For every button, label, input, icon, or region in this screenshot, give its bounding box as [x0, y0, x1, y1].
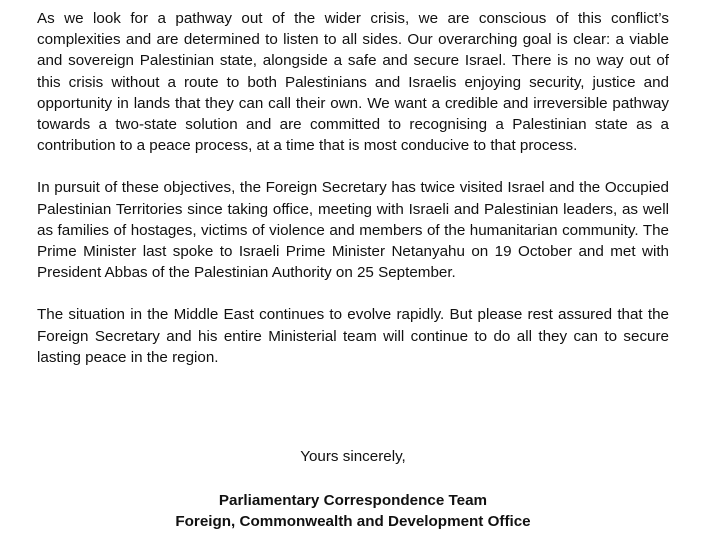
paragraph-situation: The situation in the Middle East continues to evolve rapidly. But please rest assured that the Foreign Secretary and his entire Ministerial team will continue to do all they can to secure lasting peace in the region. — [37, 306, 669, 366]
signature-block — [37, 490, 669, 532]
signature-office: Foreign, Commonwealth and Development Office — [175, 513, 531, 530]
paragraph-pathway: As we look for a pathway out of the wider crisis, we are conscious of this conflict’s complexities and are determined to listen to all sides. Our overarching goal is clear: a viable and sovereign Palestinian state, alongside a safe and secure Israel. There is no way out of this crisis without a route to both Palestinians and Israelis enjoying security, justice and opportunity in lands that they can call their own. We want a credible and irreversible pathway towards a two-state solution and are committed to recognising a Palestinian state as a contribution to a peace process, at a time that is most conducive to that process. — [37, 10, 669, 155]
signature-team: Parliamentary Correspondence Team — [218, 492, 488, 509]
paragraph-objectives: In pursuit of these objectives, the Foreign Secretary has twice visited Israel and the Occupied Palestinian Territories since taking office, meeting with Israeli and Palestinian leaders, as well as families of hostages, victims of violence and members of the humanitarian community. The Prime Minister last spoke to Israeli Prime Minister Netanyahu on 19 October and met with President Abbas of the Palestinian Authority on 25 September. — [37, 179, 669, 282]
letter-body — [37, 8, 669, 368]
closing-salutation: Yours sincerely, — [300, 448, 406, 465]
